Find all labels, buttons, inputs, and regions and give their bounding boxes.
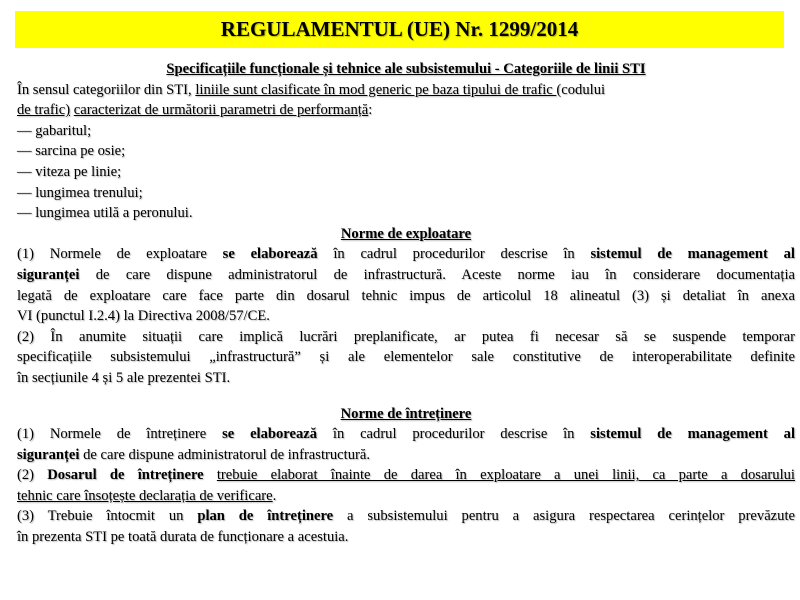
list-item: — gabaritul; [17, 122, 92, 139]
document-title: REGULAMENTUL (UE) Nr. 1299/2014 [15, 11, 784, 48]
section-heading-intretinere: Norme de întreținere [340, 405, 472, 422]
body-line: (1) Normele de întreținere se elaborează în cadrul procedurilor descrise în sistemul de management al [17, 426, 796, 443]
list-item: — sarcina pe osie; [17, 143, 126, 160]
body-line: de trafic) caracterizat de următorii parametri de performanță: [17, 102, 373, 119]
body-line: (2) În anumite situații care implică lucrări preplanificate, ar putea fi necesar să se suspende temporar [17, 328, 795, 345]
section-heading-exploatare: Norme de exploatare [340, 225, 472, 242]
body-line: (3) Trebuie întocmit un plan de întreținere a subsistemului pentru a asigura respectarea cerințelor prevăzute [17, 508, 795, 525]
section-heading-line-categories: Specificațiile funcționale și tehnice ale subsistemului - Categoriile de linii STI [166, 61, 646, 77]
body-line: în prezenta STI pe toată durata de funcționare a acestuia. [17, 529, 349, 546]
body-line: legată de exploatare care face parte din dosarul tehnic impus de articolul 18 alineatul (3) și detaliat în anexa [17, 287, 795, 304]
body-line: siguranței de care dispune administratorul de infrastructură. [17, 446, 370, 463]
body-line: (2) Dosarul de întreținere trebuie elaborat înainte de darea în exploatare a unei linii, ca parte a dosarului [17, 467, 795, 484]
body-line: În sensul categoriilor din STI, liniile sunt clasificate în mod generic pe baza tipului de trafic (codului [17, 81, 606, 98]
document-body [17, 59, 795, 548]
body-line: specificațiile subsistemului „infrastructură” și ale elementelor sale constitutive de interoperabilitate definite [17, 349, 795, 366]
body-line: siguranței de care dispune administratorul de infrastructură. Aceste norme iau în considerare documentația [17, 266, 795, 283]
body-line: (1) Normele de exploatare se elaborează în cadrul procedurilor descrise în sistemul de management al [17, 246, 795, 263]
body-line: tehnic care însoțește declarația de verificare. [17, 487, 277, 504]
body-line: VI (punctul I.2.4) la Directiva 2008/57/CE. [17, 308, 270, 325]
list-item: — lungimea trenului; [17, 184, 143, 201]
body-line: în secțiunile 4 și 5 ale prezentei STI. [17, 369, 231, 386]
list-item: — viteza pe linie; [17, 163, 122, 180]
list-item: — lungimea utilă a peronului. [17, 205, 193, 222]
